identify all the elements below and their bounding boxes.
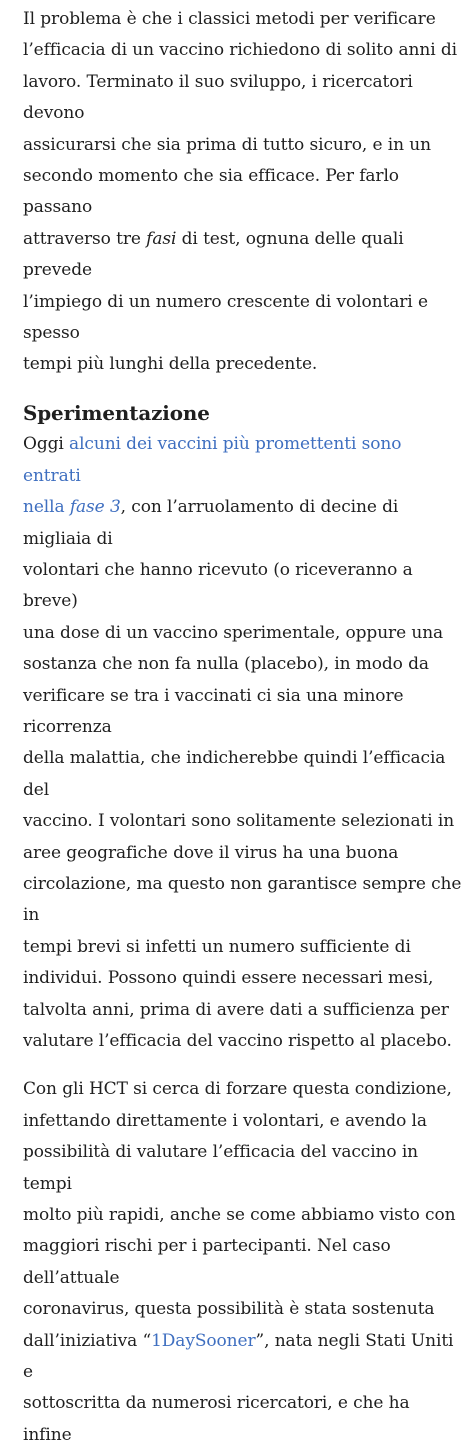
paragraph-vaccine-testing — [23, 4, 463, 381]
article-body — [23, 4, 463, 1451]
paragraph-hct — [23, 1074, 463, 1451]
paragraph-spacer — [23, 381, 463, 398]
link-italic-text: fase 3 — [69, 497, 121, 518]
paragraph-text: Il problema è che i classici metodi per verificare l’efficacia di un vaccino richiedono di solito anni di lavoro. Terminato il suo sviluppo, i ricercatori devono assicurarsi che sia prima di tutto sicuro, e in un secondo momento che sia efficace. Per farlo passano attraverso tre — [23, 9, 457, 249]
italic-term-fasi: fasi — [146, 228, 177, 249]
paragraph-text: Con gli HCT si cerca di forzare questa condizione, infettando direttamente i volontari, e avendo la possibilità di valutare l’efficacia del vaccino in tempi molto più rapidi, anche se come abbiamo visto con maggiori rischi per i partecipanti. Nel caso dell’attuale coronavirus, questa possibilità è stata sostenuta dall’iniziativa “ — [23, 1079, 456, 1351]
paragraph-text: di test, ognuna delle quali prevede l’impiego di un numero crescente di volontari e spesso tempi più lunghi della precedente. — [23, 228, 428, 375]
paragraph-text: ”, nata negli Stati Uniti e sottoscritta da numerosi ricercatori, e che ha infine — [23, 1330, 454, 1445]
1daysooner-link[interactable]: 1DaySooner — [151, 1330, 256, 1351]
paragraph-text: Oggi — [23, 434, 70, 455]
section-heading: Sperimentazione — [23, 400, 210, 425]
paragraph-sperimentazione — [23, 429, 463, 1057]
link-text: alcuni dei vaccini più promettenti sono entrati nella — [23, 434, 402, 518]
paragraph-text: , con l’arruolamento di decine di migliaia di volontari che hanno ricevuto (o riceveranno a breve) una dose di un vaccino sperimentale, oppure una sostanza che non fa nulla (placebo), in modo da verificare se tra i vaccinati ci sia una minore ricorrenza della malattia, che indicherebbe quindi l’efficacia del vaccino. I volontari sono solitamente selezionati in aree geografiche dove il virus ha una buona circolazione, ma questo non garantisce sempre che in tempi brevi si infetti un numero sufficiente di individui. Possono quindi essere necessari mesi, talvolta anni, prima di avere dati a sufficienza per valutare l’efficacia del vaccino rispetto al placebo. — [23, 497, 462, 1051]
paragraph-spacer — [23, 1057, 463, 1074]
